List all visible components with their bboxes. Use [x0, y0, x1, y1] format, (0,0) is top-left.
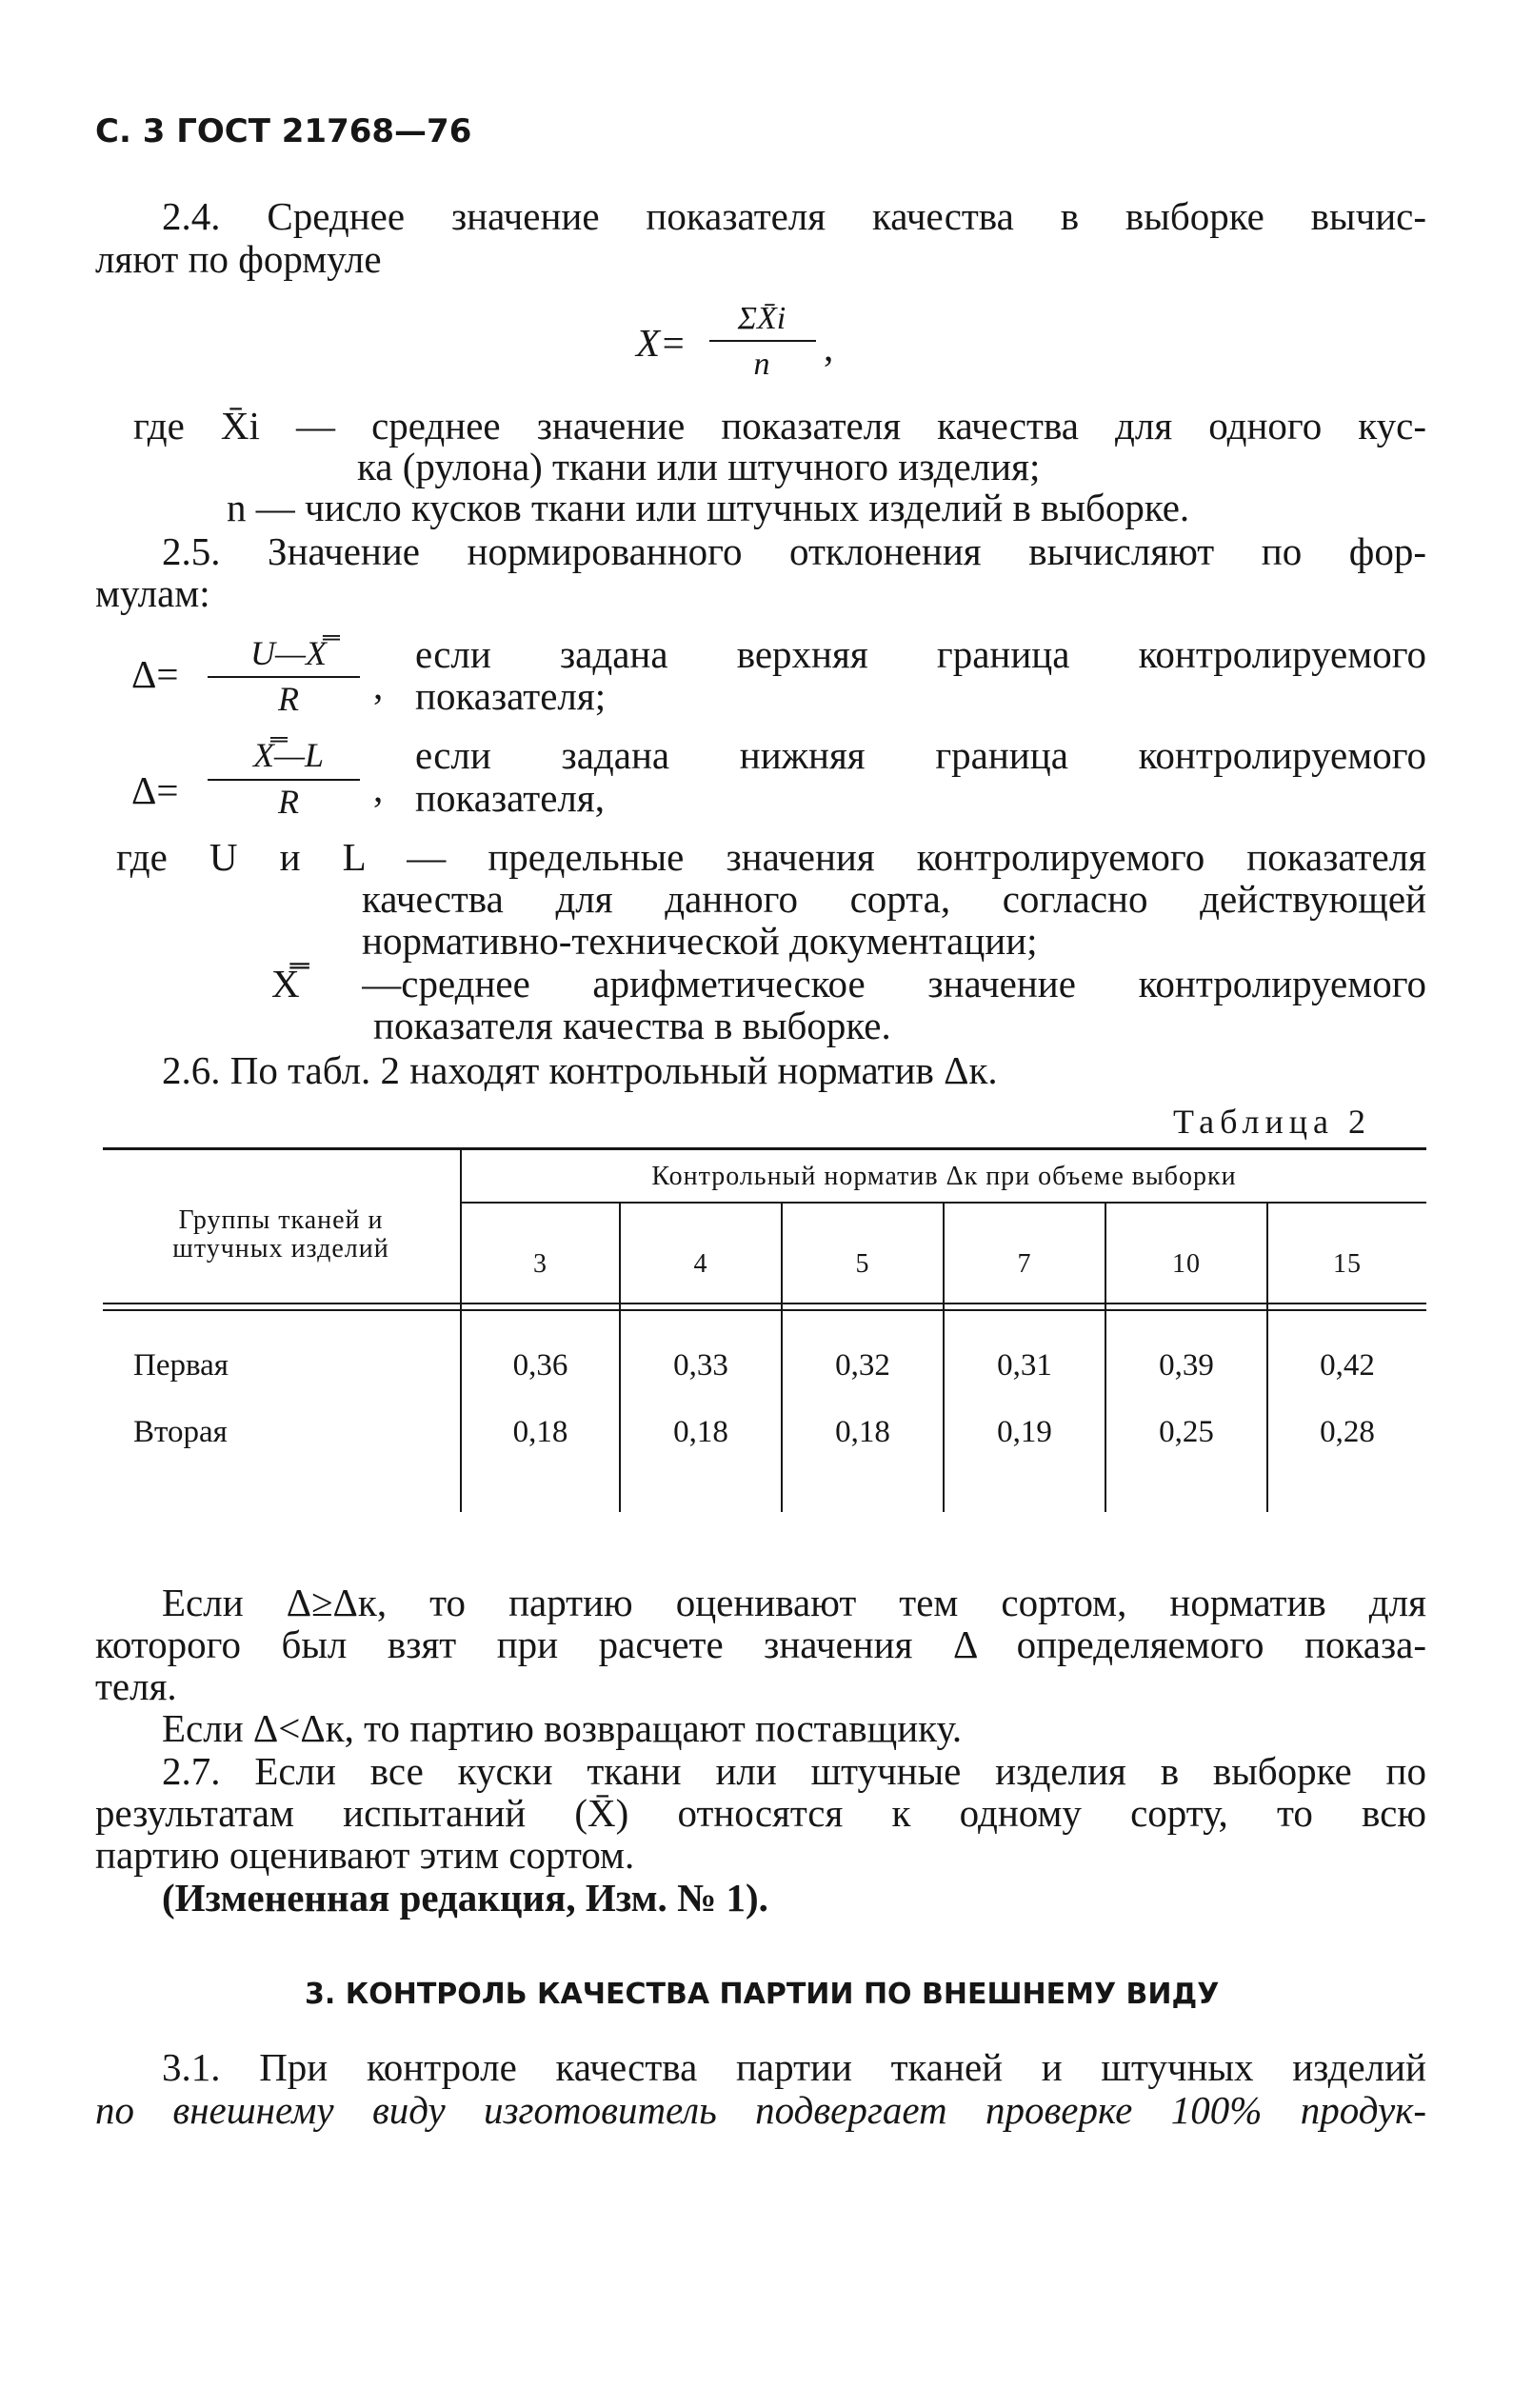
table-header-size: 5 — [855, 1249, 870, 1279]
formula-lower-numerator: X̿—L — [252, 736, 325, 774]
table-header-rule-2 — [103, 1309, 1426, 1311]
formula-mean-comma: , — [824, 326, 834, 369]
formula-lower-bar — [208, 779, 360, 781]
para-2-5-line2: мулам: — [95, 571, 210, 615]
formula-upper-text2: показателя; — [415, 674, 607, 718]
where-xi-line1: где X̄i — среднее значение показателя качества для одного кус- — [133, 404, 1426, 448]
formula-mean-lhs: X= — [636, 321, 687, 365]
table-caption: Таблица 2 — [1173, 1103, 1371, 1141]
formula-lower-comma: , — [373, 766, 384, 810]
amendment-note: (Измененная редакция, Изм. № 1). — [162, 1876, 768, 1920]
page-header: С. 3 ГОСТ 21768—76 — [95, 112, 472, 150]
section-3-title: 3. КОНТРОЛЬ КАЧЕСТВА ПАРТИИ ПО ВНЕШНЕМУ ВИДУ — [305, 1978, 1220, 2011]
table-cell: 0,31 — [997, 1348, 1052, 1383]
formula-upper-denominator: R — [278, 680, 299, 718]
formula-lower-lhs: Δ= — [131, 768, 179, 812]
definition-xbar-line1: X̿ —среднее арифметическое значение контролируемого — [271, 962, 1426, 1005]
table-cell: 0,18 — [512, 1415, 568, 1449]
table-header-rule-1 — [103, 1303, 1426, 1304]
para-2-7-line1: 2.7. Если все куски ткани или штучные изделия в выборке по — [162, 1749, 1426, 1793]
formula-mean-denominator: n — [753, 347, 770, 382]
formula-upper-numerator: U—X̿ — [250, 634, 327, 672]
table-cell: 0,32 — [835, 1348, 890, 1383]
table-top-rule — [103, 1147, 1426, 1150]
table-header-size: 3 — [533, 1249, 548, 1279]
rule-geq-line1: Если Δ≥Δк, то партию оценивают тем сортом, норматив для — [162, 1581, 1426, 1624]
table-cell-group: Вторая — [133, 1415, 228, 1449]
formula-mean-bar — [709, 340, 816, 342]
formula-upper-comma: , — [373, 664, 384, 707]
para-2-5-line1: 2.5. Значение нормированного отклонения вычисляют по фор- — [162, 529, 1426, 573]
table-cell: 0,25 — [1159, 1415, 1214, 1449]
para-2-4-line1: 2.4. Среднее значение показателя качества в выборке вычис- — [162, 194, 1426, 238]
para-2-7-line2: результатам испытаний (X̄) относятся к одному сорту, то всю — [95, 1791, 1426, 1835]
formula-upper-text1: если задана верхняя граница контролируемого — [415, 632, 1426, 676]
rule-geq-line3: теля. — [95, 1664, 177, 1708]
table-cell: 0,36 — [512, 1348, 568, 1383]
table-cell: 0,19 — [997, 1415, 1052, 1449]
rule-geq-line2: которого был взят при расчете значения Δ определяемого показа- — [95, 1622, 1426, 1666]
para-3-1-line2: по внешнему виду изготовитель подвергает проверке 100% продук- — [95, 2088, 1426, 2132]
formula-upper-bar — [208, 676, 360, 678]
table-cell: 0,28 — [1320, 1415, 1375, 1449]
table-divider-group — [460, 1150, 462, 1512]
table-cell: 0,42 — [1320, 1348, 1375, 1383]
definition-u-l-line3: нормативно-технической документации; — [362, 919, 1038, 963]
definition-u-l-line2: качества для данного сорта, согласно действующей — [362, 877, 1426, 921]
table-cell-group: Первая — [133, 1348, 229, 1383]
definition-u-l-line1: где U и L — предельные значения контролируемого показателя — [116, 835, 1426, 879]
rule-less: Если Δ<Δк, то партию возвращают поставщику. — [162, 1706, 963, 1750]
para-2-7-line3: партию оценивают этим сортом. — [95, 1833, 635, 1877]
table-cell: 0,18 — [835, 1415, 890, 1449]
para-2-6: 2.6. По табл. 2 находят контрольный норматив Δк. — [162, 1048, 998, 1092]
para-3-1-line1: 3.1. При контроле качества партии тканей и штучных изделий — [162, 2045, 1426, 2089]
formula-lower-denominator: R — [278, 783, 299, 821]
table-header-group-line2: штучных изделий — [172, 1234, 389, 1264]
where-n-line: n — число кусков ткани или штучных изделий в выборке. — [227, 486, 1190, 529]
formula-upper-lhs: Δ= — [131, 652, 179, 696]
definition-xbar-line2: показателя качества в выборке. — [373, 1004, 891, 1047]
para-2-4-line2: ляют по формуле — [95, 237, 382, 281]
table-cell: 0,33 — [673, 1348, 728, 1383]
formula-lower-text1: если задана нижняя граница контролируемого — [415, 733, 1426, 777]
table-header-size: 4 — [693, 1249, 708, 1279]
formula-lower-text2: показателя, — [415, 776, 605, 820]
table-cell: 0,18 — [673, 1415, 728, 1449]
table-header-span: Контрольный норматив Δк при объеме выборки — [651, 1162, 1237, 1191]
table-cell: 0,39 — [1159, 1348, 1214, 1383]
table-header-size: 7 — [1017, 1249, 1032, 1279]
where-xi-line2: ка (рулона) ткани или штучного изделия; — [357, 445, 1041, 488]
formula-mean-numerator: ΣX̄i — [737, 301, 786, 336]
table-header-size: 10 — [1172, 1249, 1201, 1279]
table-header-size: 15 — [1333, 1249, 1362, 1279]
table-header-group-line1: Группы тканей и — [178, 1205, 384, 1235]
